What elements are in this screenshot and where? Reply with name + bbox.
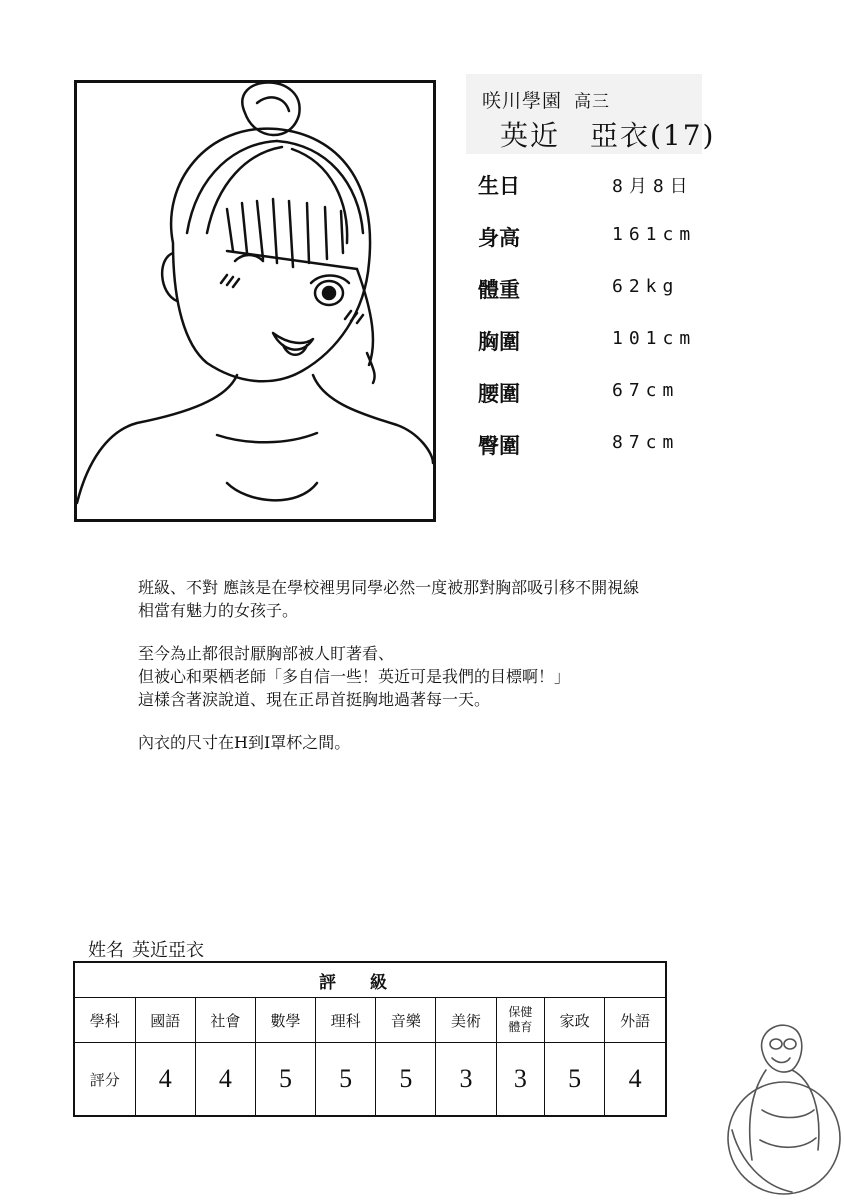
character-portrait [74,80,436,522]
stat-row-bust [478,326,818,378]
report-name-label: 姓名 [88,940,124,961]
stat-label: 身高 [478,225,520,250]
translator-stamp-logo [722,1010,842,1198]
description-paragraph [138,576,778,622]
report-card-table [73,961,667,1117]
subject-cell: 音樂 [376,998,436,1043]
school-header [466,74,716,154]
description-line: 但被心和栗栖老師「多自信一些！英近可是我們的目標啊！」 [138,667,571,686]
stat-label: 生日 [478,173,520,198]
description-line: 至今為止都很討厭胸部被人盯著看、 [138,644,395,663]
stat-value: 87cm [612,432,680,453]
school-grade: 高三 [574,92,611,112]
subject-cell: 國語 [135,998,195,1043]
report-card-title: 評級 [74,962,666,998]
description-line: 內衣的尺寸在H到I罩杯之間。 [138,733,351,752]
stat-label: 腰圍 [478,381,520,406]
subject-cell: 美術 [436,998,496,1043]
subject-header: 學科 [74,998,135,1043]
stat-row-weight [478,274,818,326]
report-name-line [88,936,204,962]
school-line [482,86,610,113]
score-cell: 5 [545,1043,605,1117]
stat-value: 101cm [612,328,697,349]
subject-cell: 外語 [605,998,666,1043]
score-header: 評分 [74,1043,135,1117]
stat-row-birthday [478,170,818,222]
score-cell: 5 [316,1043,376,1117]
description-line: 這樣含著淚說道、現在正昂首挺胸地過著每一天。 [138,690,491,709]
subject-cell-health-pe [496,998,545,1043]
stat-row-waist [478,378,818,430]
score-cell: 5 [376,1043,436,1117]
score-cell: 4 [195,1043,255,1117]
stat-label: 臀圍 [478,433,520,458]
score-cell: 4 [605,1043,666,1117]
stats-list [478,170,818,482]
stat-row-height [478,222,818,274]
description-line: 相當有魅力的女孩子。 [138,601,299,620]
description-paragraph [138,642,778,711]
description-line: 班級、不對 應該是在學校裡男同學必然一度被那對胸部吸引移不開視線 [138,578,640,597]
character-name: 英近 亞衣(17) [500,119,716,152]
stat-label: 胸圍 [478,329,520,354]
subject-cell-pe: 體育 [508,1020,533,1034]
stat-value: 62kg [612,276,680,297]
stat-label: 體重 [478,277,520,302]
stat-row-hips [478,430,818,482]
character-illustration [77,83,433,519]
stat-value: 67cm [612,380,680,401]
score-row [74,1043,666,1117]
subject-cell: 社會 [195,998,255,1043]
description-paragraph [138,731,778,754]
score-cell: 5 [255,1043,315,1117]
school-name: 咲川學園 [482,90,563,112]
subject-row [74,998,666,1043]
subject-cell: 理科 [316,998,376,1043]
score-cell: 3 [436,1043,496,1117]
stat-value: 161cm [612,224,697,245]
score-cell: 3 [496,1043,545,1117]
stat-value: 8月8日 [612,176,694,197]
subject-cell: 數學 [255,998,315,1043]
score-cell: 4 [135,1043,195,1117]
subject-cell-health: 保健 [508,1005,533,1019]
character-description [138,576,778,774]
report-name-value: 英近亞衣 [132,940,204,961]
subject-cell: 家政 [545,998,605,1043]
